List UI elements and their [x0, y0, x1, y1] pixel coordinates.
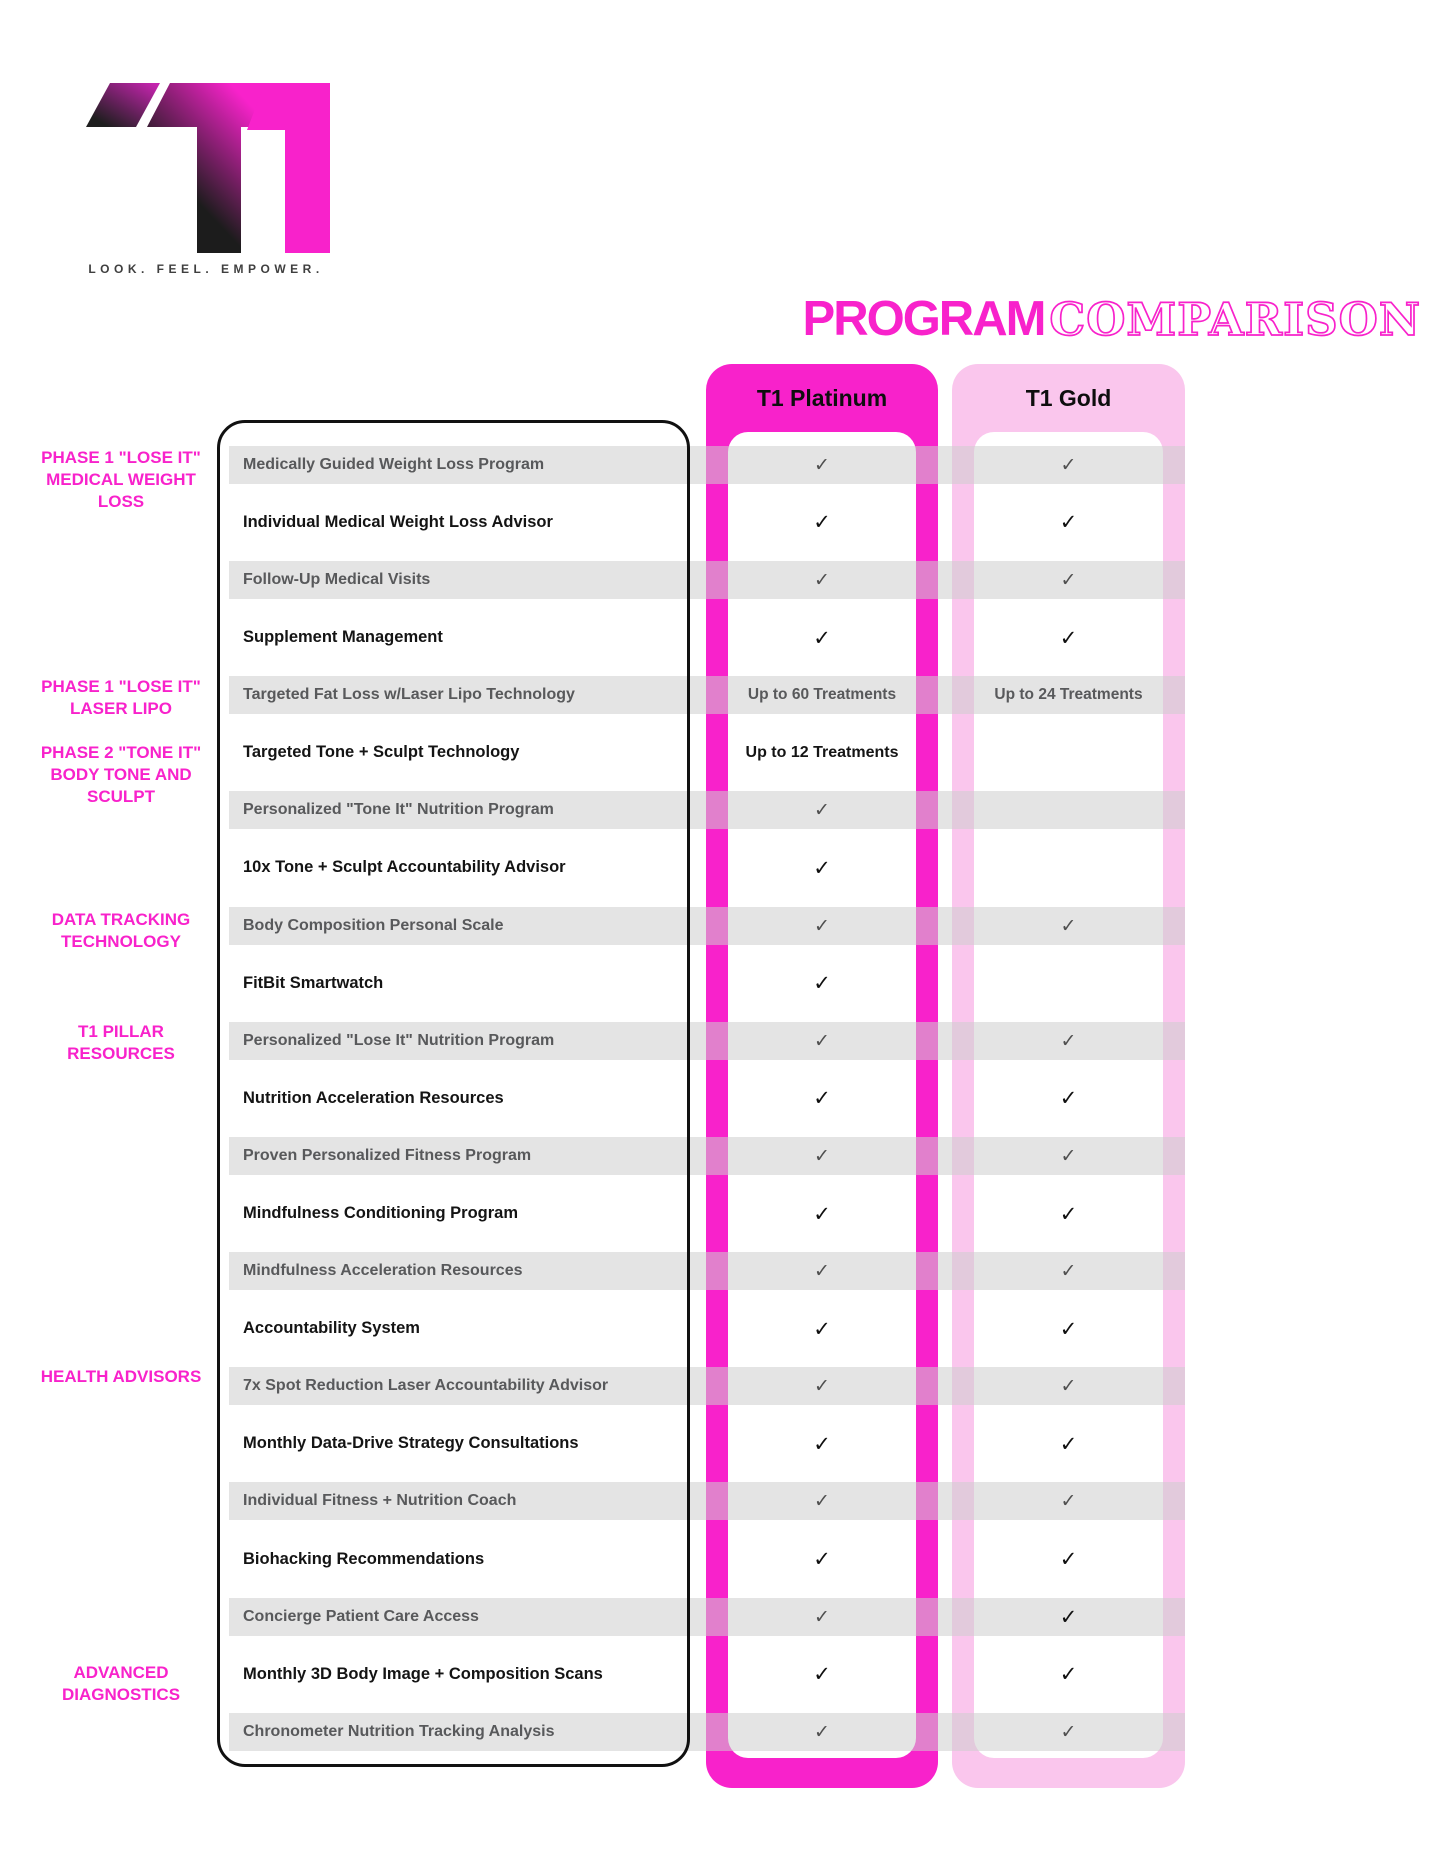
- category-label: [28, 742, 214, 808]
- check-icon: ✓: [814, 453, 830, 476]
- table-row: [229, 1185, 1185, 1243]
- row-cells: [229, 1300, 1185, 1358]
- treatment-count: Up to 24 Treatments: [994, 686, 1143, 704]
- feature-label: Monthly Data-Drive Strategy Consultations: [243, 1434, 579, 1453]
- platinum-cell: [706, 1547, 938, 1571]
- row-cells: [229, 436, 1185, 494]
- table-row: [229, 1588, 1185, 1646]
- table-row: [229, 1300, 1185, 1358]
- category-label: [28, 1021, 214, 1065]
- category-label-line: BODY TONE AND: [50, 765, 192, 784]
- category-label-line: ADVANCED: [73, 1663, 169, 1682]
- table-row: [229, 724, 1185, 782]
- platinum-cell: [706, 971, 938, 995]
- category-label-line: PHASE 1 "LOSE IT": [41, 677, 201, 696]
- gold-cell: [952, 1432, 1185, 1456]
- gold-cell: [952, 1145, 1185, 1167]
- row-cells: [229, 1415, 1185, 1473]
- row-cells: [229, 897, 1185, 955]
- row-cells: [229, 1012, 1185, 1070]
- check-icon: ✓: [814, 1144, 830, 1167]
- platinum-cell: [706, 1606, 938, 1628]
- check-icon: ✓: [814, 1605, 830, 1628]
- row-cells: [229, 782, 1185, 840]
- feature-label: Chronometer Nutrition Tracking Analysis: [243, 1722, 555, 1740]
- check-icon: ✓: [813, 971, 831, 996]
- check-icon: ✓: [814, 1260, 830, 1283]
- gold-cell: [952, 1662, 1185, 1686]
- check-icon: ✓: [1059, 1662, 1078, 1687]
- check-icon: ✓: [1060, 1029, 1077, 1052]
- feature-label: Individual Medical Weight Loss Advisor: [243, 512, 553, 531]
- feature-label: Body Composition Personal Scale: [243, 916, 504, 934]
- feature-label: Monthly 3D Body Image + Composition Scans: [243, 1664, 603, 1683]
- table-row: [229, 897, 1185, 955]
- table-row: [229, 1703, 1185, 1761]
- table-row: [229, 1242, 1185, 1300]
- platinum-cell: [706, 1086, 938, 1110]
- check-icon: ✓: [814, 1490, 830, 1513]
- feature-label: Personalized "Tone It" Nutrition Program: [243, 801, 554, 819]
- gold-cell: [952, 1260, 1185, 1282]
- platinum-cell: [706, 856, 938, 880]
- table-row: [229, 1473, 1185, 1531]
- logo-letter-1: [247, 83, 330, 253]
- check-icon: ✓: [813, 1547, 831, 1572]
- check-icon: ✓: [1059, 625, 1078, 650]
- platinum-cell: [706, 799, 938, 821]
- category-label-line: DATA TRACKING: [51, 910, 191, 929]
- logo-tagline: LOOK. FEEL. EMPOWER.: [88, 262, 324, 276]
- feature-label: Supplement Management: [243, 628, 443, 647]
- feature-label: Mindfulness Acceleration Resources: [243, 1262, 523, 1280]
- feature-label: Accountability System: [243, 1319, 420, 1338]
- check-icon: ✓: [814, 799, 830, 822]
- gold-cell: [952, 1375, 1185, 1397]
- table-row: [229, 609, 1185, 667]
- platinum-cell: [706, 915, 938, 937]
- check-icon: ✓: [814, 568, 830, 591]
- treatment-count: Up to 12 Treatments: [745, 743, 899, 761]
- platinum-cell: [706, 1432, 938, 1456]
- gold-cell: [952, 1721, 1185, 1743]
- check-icon: ✓: [814, 1720, 830, 1743]
- row-cells: [229, 839, 1185, 897]
- category-label: [28, 1366, 214, 1388]
- row-cells: [229, 1185, 1185, 1243]
- gold-cell: [952, 1490, 1185, 1512]
- table-row: [229, 436, 1185, 494]
- platinum-cell: [706, 626, 938, 650]
- platinum-cell: [706, 686, 938, 704]
- logo-accent-piece: [86, 83, 160, 127]
- feature-label: Concierge Patient Care Access: [243, 1607, 479, 1625]
- platinum-cell: [706, 744, 938, 762]
- gold-cell: [952, 626, 1185, 650]
- rows: [229, 436, 1185, 1761]
- table-row: [229, 1127, 1185, 1185]
- check-icon: ✓: [1059, 1086, 1078, 1111]
- category-label-line: HEALTH ADVISORS: [40, 1367, 202, 1386]
- check-icon: ✓: [813, 1662, 831, 1687]
- category-label-line: SCULPT: [87, 787, 155, 806]
- feature-label: 7x Spot Reduction Laser Accountability Advisor: [243, 1377, 609, 1395]
- platinum-cell: [706, 569, 938, 591]
- gold-cell: [952, 686, 1185, 704]
- platinum-cell: [706, 1317, 938, 1341]
- gold-cell: [952, 569, 1185, 591]
- gold-cell: [952, 1605, 1185, 1629]
- check-icon: ✓: [1060, 1144, 1077, 1167]
- category-label-line: DIAGNOSTICS: [61, 1685, 181, 1704]
- table-row: [229, 954, 1185, 1012]
- row-cells: [229, 609, 1185, 667]
- check-icon: ✓: [813, 510, 831, 535]
- table-row: [229, 1358, 1185, 1416]
- category-label-line: PHASE 2 "TONE IT": [40, 743, 202, 762]
- category-label-line: PHASE 1 "LOSE IT": [41, 448, 201, 467]
- table-row: [229, 1530, 1185, 1588]
- row-cells: [229, 1645, 1185, 1703]
- column-gold-header: T1 Gold: [1025, 384, 1112, 411]
- check-icon: ✓: [813, 625, 831, 650]
- row-cells: [229, 954, 1185, 1012]
- row-cells: [229, 551, 1185, 609]
- table-row: [229, 551, 1185, 609]
- table-row: [229, 1645, 1185, 1703]
- check-icon: ✓: [1059, 510, 1078, 535]
- treatment-count: Up to 60 Treatments: [747, 686, 897, 704]
- title-word-comparison: COMPARISON: [1049, 293, 1421, 346]
- feature-label: Biohacking Recommendations: [243, 1549, 485, 1568]
- category-label: [28, 909, 214, 953]
- check-icon: ✓: [814, 914, 830, 937]
- platinum-cell: [706, 1202, 938, 1226]
- check-icon: ✓: [1059, 1604, 1078, 1629]
- check-icon: ✓: [1060, 1260, 1077, 1283]
- title-word-program: PROGRAM: [802, 292, 1045, 346]
- check-icon: ✓: [1059, 1547, 1078, 1572]
- page-title: [0, 291, 1421, 347]
- check-icon: ✓: [1059, 1431, 1078, 1456]
- gold-cell: [952, 1317, 1185, 1341]
- table-row: [229, 782, 1185, 840]
- gold-cell: [952, 1202, 1185, 1226]
- feature-label: Targeted Fat Loss w/Laser Lipo Technology: [243, 686, 575, 704]
- row-cells: [229, 1070, 1185, 1128]
- gold-cell: [952, 454, 1185, 476]
- table-row: [229, 1070, 1185, 1128]
- check-icon: ✓: [814, 1375, 830, 1398]
- platinum-cell: [706, 1490, 938, 1512]
- gold-cell: [952, 1547, 1185, 1571]
- check-icon: ✓: [1060, 568, 1077, 591]
- category-label-line: LOSS: [97, 492, 145, 511]
- gold-cell: [952, 1030, 1185, 1052]
- feature-label: Targeted Tone + Sculpt Technology: [243, 743, 520, 762]
- gold-cell: [952, 915, 1185, 937]
- check-icon: ✓: [1059, 1316, 1078, 1341]
- category-label: [28, 447, 214, 513]
- table-row: [229, 1012, 1185, 1070]
- row-cells: [229, 1127, 1185, 1185]
- check-icon: ✓: [813, 855, 831, 880]
- check-icon: ✓: [813, 1086, 831, 1111]
- platinum-cell: [706, 454, 938, 476]
- check-icon: ✓: [1060, 1720, 1077, 1743]
- check-icon: ✓: [813, 1316, 831, 1341]
- t1-logo: [80, 83, 332, 253]
- category-label: [28, 676, 214, 720]
- row-cells: [229, 494, 1185, 552]
- platinum-cell: [706, 1662, 938, 1686]
- row-cells: [229, 666, 1185, 724]
- gold-cell: [952, 510, 1185, 534]
- feature-label: Nutrition Acceleration Resources: [243, 1088, 504, 1107]
- feature-label: FitBit Smartwatch: [243, 973, 384, 992]
- check-icon: ✓: [813, 1431, 831, 1456]
- feature-label: Personalized "Lose It" Nutrition Program: [243, 1031, 555, 1049]
- platinum-cell: [706, 1721, 938, 1743]
- feature-label: 10x Tone + Sculpt Accountability Advisor: [243, 858, 566, 877]
- row-cells: [229, 1358, 1185, 1416]
- feature-label: Follow-Up Medical Visits: [243, 570, 431, 588]
- table-row: [229, 666, 1185, 724]
- category-label: [28, 1662, 214, 1706]
- category-label-line: T1 PILLAR: [78, 1022, 164, 1041]
- gold-cell: [952, 1086, 1185, 1110]
- check-icon: ✓: [1060, 914, 1077, 937]
- feature-label: Medically Guided Weight Loss Program: [243, 455, 545, 473]
- platinum-cell: [706, 1145, 938, 1167]
- category-label-line: TECHNOLOGY: [61, 932, 181, 951]
- row-cells: [229, 1242, 1185, 1300]
- column-platinum-header: T1 Platinum: [756, 384, 888, 411]
- check-icon: ✓: [814, 1029, 830, 1052]
- feature-label: Mindfulness Conditioning Program: [243, 1204, 518, 1223]
- category-label-line: MEDICAL WEIGHT: [46, 470, 196, 489]
- row-cells: [229, 1473, 1185, 1531]
- row-cells: [229, 1703, 1185, 1761]
- row-cells: [229, 1588, 1185, 1646]
- row-cells: [229, 1530, 1185, 1588]
- check-icon: ✓: [1060, 1375, 1077, 1398]
- check-icon: ✓: [813, 1201, 831, 1226]
- category-label-line: LASER LIPO: [69, 699, 172, 718]
- platinum-cell: [706, 1030, 938, 1052]
- check-icon: ✓: [1059, 1201, 1078, 1226]
- check-icon: ✓: [1060, 453, 1077, 476]
- feature-label: Proven Personalized Fitness Program: [243, 1146, 532, 1164]
- table-row: [229, 494, 1185, 552]
- check-icon: ✓: [1060, 1490, 1077, 1513]
- platinum-cell: [706, 510, 938, 534]
- table-row: [229, 839, 1185, 897]
- feature-label: Individual Fitness + Nutrition Coach: [243, 1492, 517, 1510]
- table-row: [229, 1415, 1185, 1473]
- row-cells: [229, 724, 1185, 782]
- category-label-line: RESOURCES: [67, 1044, 175, 1063]
- platinum-cell: [706, 1375, 938, 1397]
- platinum-cell: [706, 1260, 938, 1282]
